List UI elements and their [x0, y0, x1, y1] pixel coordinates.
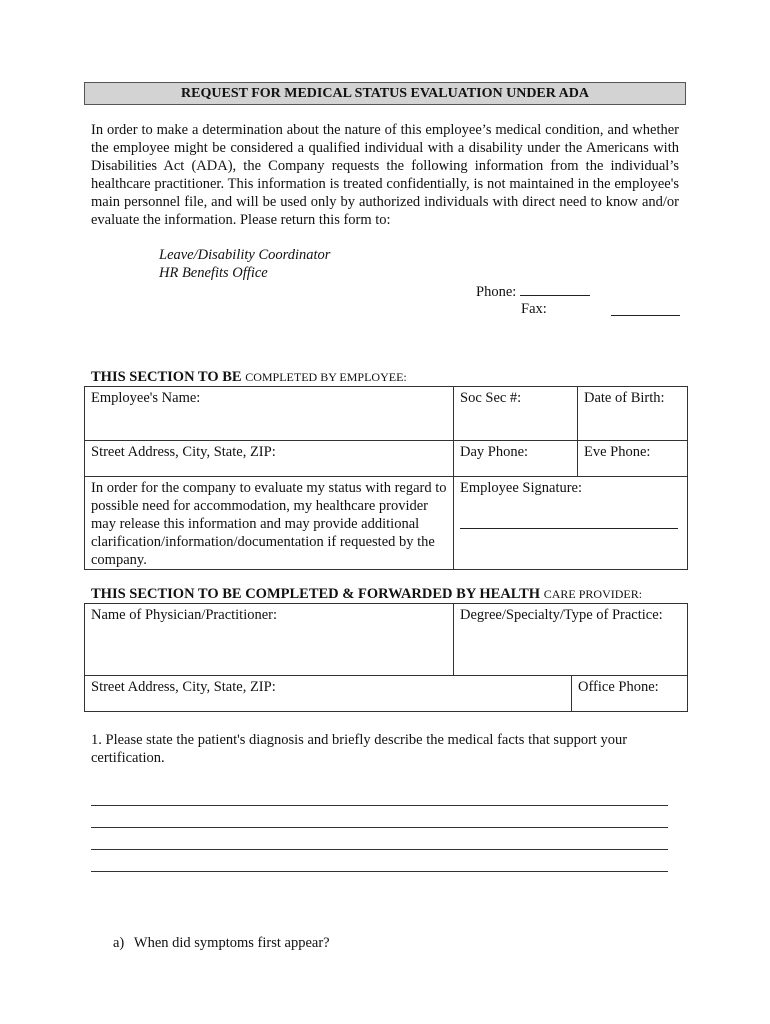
provider-section-heading	[91, 586, 642, 603]
degree-specialty-field[interactable]: Degree/Specialty/Type of Practice:	[454, 604, 688, 676]
employee-section-heading	[91, 369, 407, 386]
provider-heading-small: CARE PROVIDER:	[543, 587, 643, 601]
form-title: REQUEST FOR MEDICAL STATUS EVALUATION UNDER ADA	[84, 82, 686, 105]
signature-line[interactable]	[460, 527, 678, 529]
answer-line[interactable]	[91, 871, 668, 872]
answer-line[interactable]	[91, 849, 668, 850]
question-1a-marker: a)	[113, 935, 125, 951]
employee-table	[84, 386, 688, 570]
phone-row	[476, 283, 590, 301]
physician-name-field[interactable]: Name of Physician/Practitioner:	[85, 604, 454, 676]
fax-label: Fax:	[521, 301, 547, 317]
employee-heading-small: COMPLETED BY EMPLOYEE:	[245, 370, 407, 384]
answer-line[interactable]	[91, 827, 668, 828]
employee-heading-bold: THIS SECTION TO BE	[91, 369, 242, 385]
ssn-field[interactable]: Soc Sec #:	[454, 387, 578, 441]
question-1a	[113, 935, 330, 952]
provider-address-field[interactable]: Street Address, City, State, ZIP:	[85, 676, 572, 712]
question-1: 1. Please state the patient's diagnosis and briefly describe the medical facts that support your certification.	[91, 732, 628, 766]
eve-phone-field[interactable]: Eve Phone:	[578, 441, 688, 477]
fax-row	[521, 301, 547, 318]
phone-label: Phone:	[476, 284, 517, 300]
question-1a-text: When did symptoms first appear?	[133, 935, 330, 951]
fax-blank[interactable]	[611, 302, 680, 316]
provider-table	[84, 603, 688, 712]
address-line-1: Leave/Disability Coordinator	[159, 247, 331, 263]
phone-blank[interactable]	[520, 283, 590, 296]
day-phone-field[interactable]: Day Phone:	[454, 441, 578, 477]
intro-paragraph: In order to make a determination about the nature of this employee’s medical condition, and whether the employee might be considered a qualified individual with a disability under the Americans with Disabilities Act (ADA), the Company requests the following information from the individual’s healthcare practitioner. This information is treated confidentially, is not maintained in the employee's main personnel file, and will be used only by authorized individuals with direct need to know and/or evaluate the information. Please return this form to:	[91, 122, 679, 228]
employee-address-field[interactable]: Street Address, City, State, ZIP:	[85, 441, 454, 477]
employee-name-field[interactable]: Employee's Name:	[85, 387, 454, 441]
consent-text: In order for the company to evaluate my status with regard to possible need for accommodation, my healthcare provider may release this information and may provide additional clarification/information/documentation if requested by the company.	[85, 477, 454, 570]
address-line-2: HR Benefits Office	[159, 265, 268, 281]
provider-heading-bold: THIS SECTION TO BE COMPLETED & FORWARDED BY HEALTH	[91, 586, 541, 602]
employee-signature-field[interactable]	[454, 477, 688, 570]
dob-field[interactable]: Date of Birth:	[578, 387, 688, 441]
office-phone-field[interactable]: Office Phone:	[572, 676, 688, 712]
signature-label: Employee Signature:	[460, 480, 583, 496]
answer-line[interactable]	[91, 805, 668, 806]
